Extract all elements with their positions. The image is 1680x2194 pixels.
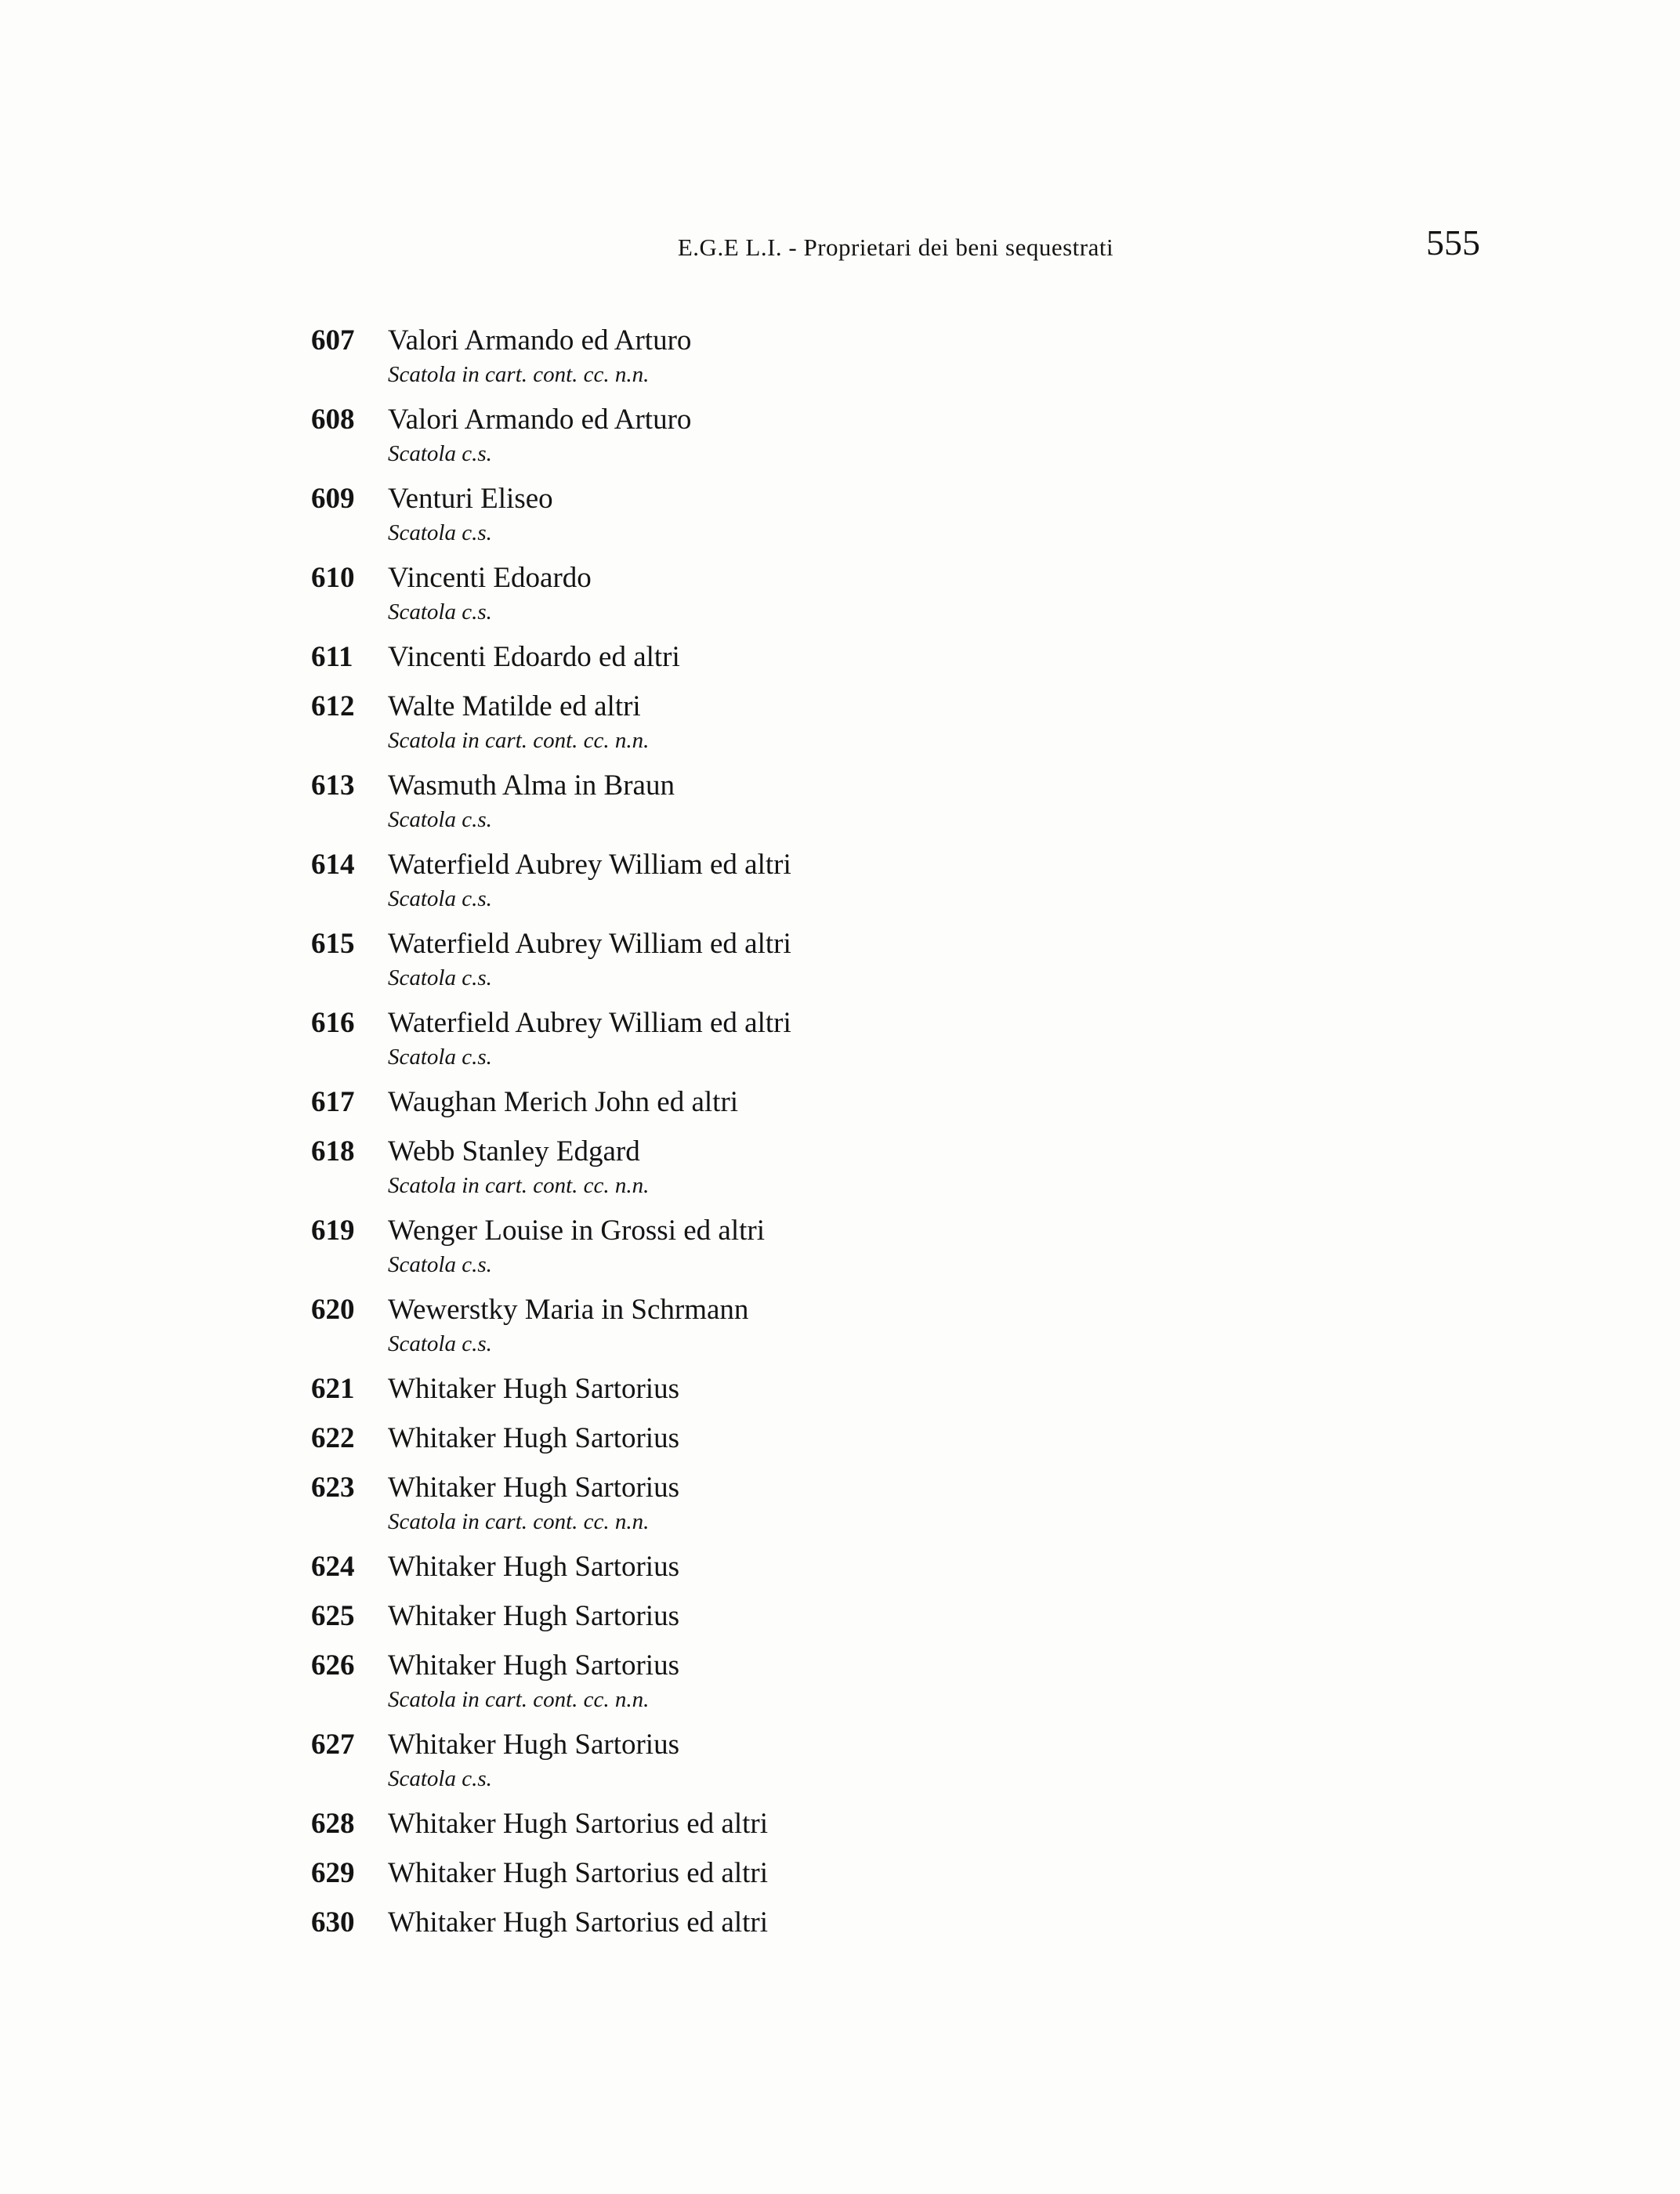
entry-note: Scatola c.s. xyxy=(388,886,492,911)
entry-name: Whitaker Hugh Sartorius xyxy=(388,1649,679,1682)
entry-name: Valori Armando ed Arturo xyxy=(388,404,692,436)
entry-main-line xyxy=(311,1084,1480,1121)
entry-name: Whitaker Hugh Sartorius ed altri xyxy=(388,1808,768,1840)
entry-number: 614 xyxy=(311,849,355,881)
entry-number: 621 xyxy=(311,1373,355,1405)
list-item xyxy=(311,1084,1480,1121)
entry-name: Wenger Louise in Grossi ed altri xyxy=(388,1215,765,1247)
entry-name: Vincenti Edoardo xyxy=(388,562,592,594)
entry-name: Webb Stanley Edgard xyxy=(388,1135,640,1168)
entry-main-line xyxy=(311,1806,1480,1842)
list-item xyxy=(311,1213,1480,1279)
entry-main-line xyxy=(311,1005,1480,1041)
list-item xyxy=(311,768,1480,834)
list-item xyxy=(311,1470,1480,1536)
entry-note: Scatola c.s. xyxy=(388,1045,492,1070)
entry-main-line xyxy=(311,639,1480,675)
page-header xyxy=(311,0,1480,273)
entry-main-line xyxy=(311,1470,1480,1506)
entry-main-line xyxy=(311,1134,1480,1170)
running-head: E.G.E L.I. - Proprietari dei beni sequestrati xyxy=(677,234,1114,261)
list-item xyxy=(311,1806,1480,1842)
entry-name: Whitaker Hugh Sartorius xyxy=(388,1729,679,1761)
entry-number: 622 xyxy=(311,1422,355,1454)
entry-number: 615 xyxy=(311,928,355,960)
list-item xyxy=(311,1648,1480,1714)
list-item xyxy=(311,1727,1480,1793)
entry-main-line xyxy=(311,560,1480,596)
content-column xyxy=(311,0,1480,1941)
list-item xyxy=(311,323,1480,389)
entry-main-line xyxy=(311,1421,1480,1457)
entry-name: Whitaker Hugh Sartorius xyxy=(388,1600,679,1632)
entry-main-line xyxy=(311,1213,1480,1249)
entry-main-line xyxy=(311,1549,1480,1585)
entry-list xyxy=(311,323,1480,1941)
entry-main-line xyxy=(311,1598,1480,1635)
entry-number: 629 xyxy=(311,1857,355,1889)
list-item xyxy=(311,689,1480,755)
entry-main-line xyxy=(311,481,1480,517)
entry-number: 625 xyxy=(311,1600,355,1632)
entry-note: Scatola c.s. xyxy=(388,441,492,466)
list-item xyxy=(311,1905,1480,1941)
entry-main-line xyxy=(311,689,1480,725)
entry-name: Walte Matilde ed altri xyxy=(388,690,641,722)
entry-main-line xyxy=(311,1855,1480,1892)
entry-name: Venturi Eliseo xyxy=(388,483,553,515)
entry-main-line xyxy=(311,926,1480,962)
entry-number: 608 xyxy=(311,404,355,436)
entry-note: Scatola in cart. cont. cc. n.n. xyxy=(388,1173,650,1198)
entry-note: Scatola c.s. xyxy=(388,1331,492,1356)
entry-name: Whitaker Hugh Sartorius xyxy=(388,1472,679,1504)
list-item xyxy=(311,1134,1480,1200)
entry-number: 612 xyxy=(311,690,355,722)
entry-number: 609 xyxy=(311,483,355,515)
entry-main-line xyxy=(311,1905,1480,1941)
entry-number: 613 xyxy=(311,769,355,802)
entry-number: 620 xyxy=(311,1294,355,1326)
entry-number: 619 xyxy=(311,1215,355,1247)
entry-main-line xyxy=(311,1371,1480,1407)
entry-main-line xyxy=(311,1727,1480,1763)
entry-number: 628 xyxy=(311,1808,355,1840)
entry-name: Vincenti Edoardo ed altri xyxy=(388,641,680,673)
list-item xyxy=(311,1598,1480,1635)
entry-number: 630 xyxy=(311,1906,355,1939)
entry-name: Wewerstky Maria in Schrmann xyxy=(388,1294,749,1326)
entry-note: Scatola in cart. cont. cc. n.n. xyxy=(388,728,650,753)
entry-name: Whitaker Hugh Sartorius ed altri xyxy=(388,1857,768,1889)
list-item xyxy=(311,1005,1480,1071)
entry-note: Scatola in cart. cont. cc. n.n. xyxy=(388,362,650,387)
list-item xyxy=(311,1421,1480,1457)
entry-number: 607 xyxy=(311,324,355,357)
entry-number: 611 xyxy=(311,641,353,673)
entry-number: 610 xyxy=(311,562,355,594)
entry-note: Scatola c.s. xyxy=(388,1766,492,1791)
entry-name: Waterfield Aubrey William ed altri xyxy=(388,1007,791,1039)
entry-main-line xyxy=(311,847,1480,883)
entry-number: 616 xyxy=(311,1007,355,1039)
entry-name: Whitaker Hugh Sartorius xyxy=(388,1551,679,1583)
entry-name: Waterfield Aubrey William ed altri xyxy=(388,849,791,881)
list-item xyxy=(311,481,1480,547)
list-item xyxy=(311,1855,1480,1892)
entry-name: Whitaker Hugh Sartorius ed altri xyxy=(388,1906,768,1939)
entry-note: Scatola c.s. xyxy=(388,965,492,990)
entry-name: Waterfield Aubrey William ed altri xyxy=(388,928,791,960)
list-item xyxy=(311,1292,1480,1358)
list-item xyxy=(311,402,1480,468)
entry-number: 624 xyxy=(311,1551,355,1583)
entry-name: Valori Armando ed Arturo xyxy=(388,324,692,357)
entry-note: Scatola in cart. cont. cc. n.n. xyxy=(388,1509,650,1534)
entry-main-line xyxy=(311,768,1480,804)
list-item xyxy=(311,560,1480,626)
entry-number: 617 xyxy=(311,1086,355,1118)
page-number: 555 xyxy=(1426,223,1480,262)
entry-name: Whitaker Hugh Sartorius xyxy=(388,1422,679,1454)
entry-main-line xyxy=(311,402,1480,438)
entry-name: Waughan Merich John ed altri xyxy=(388,1086,739,1118)
entry-main-line xyxy=(311,1292,1480,1328)
entry-main-line xyxy=(311,1648,1480,1684)
list-item xyxy=(311,847,1480,913)
list-item xyxy=(311,1549,1480,1585)
list-item xyxy=(311,639,1480,675)
entry-note: Scatola c.s. xyxy=(388,520,492,545)
entry-note: Scatola c.s. xyxy=(388,807,492,832)
entry-main-line xyxy=(311,323,1480,359)
entry-note: Scatola c.s. xyxy=(388,1252,492,1277)
list-item xyxy=(311,926,1480,992)
entry-note: Scatola in cart. cont. cc. n.n. xyxy=(388,1687,650,1712)
entry-number: 623 xyxy=(311,1472,355,1504)
entry-number: 627 xyxy=(311,1729,355,1761)
entry-number: 618 xyxy=(311,1135,355,1168)
entry-name: Whitaker Hugh Sartorius xyxy=(388,1373,679,1405)
list-item xyxy=(311,1371,1480,1407)
entry-note: Scatola c.s. xyxy=(388,599,492,625)
entry-number: 626 xyxy=(311,1649,355,1682)
entry-name: Wasmuth Alma in Braun xyxy=(388,769,675,802)
